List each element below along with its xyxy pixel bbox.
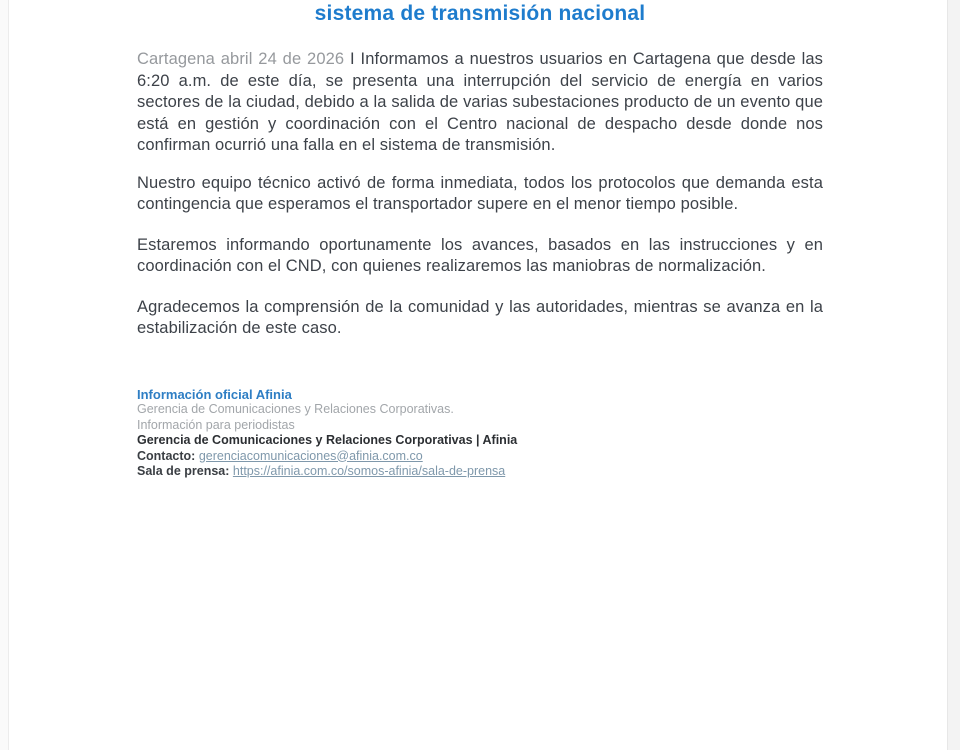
footer-press-room-line — [137, 464, 823, 480]
paragraph-thanks: Agradecemos la comprensión de la comunidad y las autoridades, mientras se avanza en la estabilización de este caso. — [137, 297, 823, 337]
press-room-url-link[interactable]: https://afinia.com.co/somos-afinia/sala-de-prensa — [232, 464, 506, 478]
press-release-document — [137, 0, 823, 480]
press-room-label: Sala de prensa: — [137, 464, 230, 478]
paragraph-intro-text: Informamos a nuestros usuarios en Cartagena que desde las 6:20 a.m. de este día, se presenta una interrupción del servicio de energía en varios sectores de la ciudad, debido a la salida de varias subestaciones producto de un evento que está en gestión y coordinación con el Centro nacional de despacho desde donde nos confirman ocurrió una falla en el sistema de transmisión. — [137, 50, 824, 154]
footer-department-line: Gerencia de Comunicaciones y Relaciones Corporativas. — [137, 402, 454, 416]
document-title: sistema de transmisión nacional — [314, 2, 646, 25]
contact-email-link[interactable]: gerenciacomunicaciones@afinia.com.co — [198, 448, 423, 463]
footer-contact-block — [137, 387, 823, 480]
footer-signature-line: Gerencia de Comunicaciones y Relaciones Corporativas | Afinia — [137, 433, 518, 447]
contact-label: Contacto: — [137, 448, 196, 463]
paragraph-protocols: Nuestro equipo técnico activó de forma inmediata, todos los protocolos que demanda esta contingencia que esperamos el transportador supere en el menor tiempo posible. — [137, 173, 823, 213]
paragraph-updates: Estaremos informando oportunamente los avances, basados en las instrucciones y en coordinación con el CND, con quienes realizaremos las maniobras de normalización. — [137, 235, 823, 275]
dateline: Cartagena abril 24 de 2026 — [137, 50, 345, 68]
page-left-edge — [0, 0, 9, 750]
page-right-edge-scroll-area[interactable] — [947, 0, 960, 750]
paragraph-intro — [137, 49, 823, 157]
footer-official-label: Información oficial Afinia — [137, 386, 292, 402]
dateline-separator: I — [350, 50, 355, 68]
footer-press-info-line: Información para periodistas — [137, 417, 295, 432]
footer-contact-line — [137, 449, 823, 465]
